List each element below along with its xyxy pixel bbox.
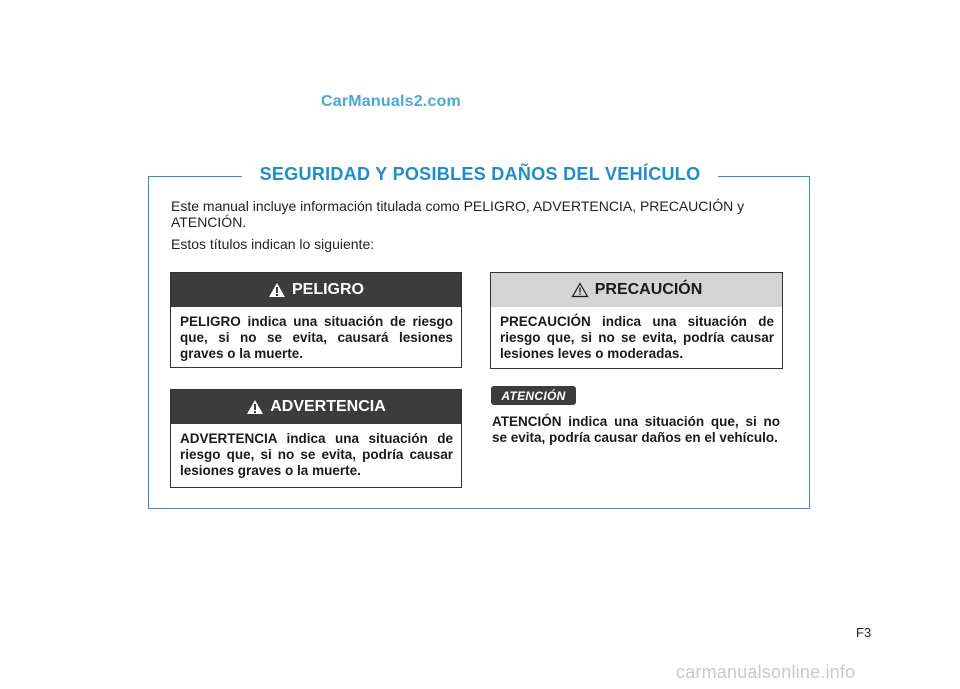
precaucion-box [490, 272, 783, 369]
watermark-top[interactable]: CarManuals2.com [321, 93, 461, 110]
advertencia-header [171, 390, 461, 424]
page-number: F3 [856, 625, 872, 640]
peligro-label: PELIGRO [291, 281, 364, 298]
advertencia-label: ADVERTENCIA [270, 398, 386, 415]
warning-triangle-icon [268, 282, 286, 298]
section-title: SEGURIDAD Y POSIBLES DAÑOS DEL VEHÍCULO [242, 164, 719, 185]
warning-triangle-icon [246, 399, 264, 415]
peligro-text: PELIGRO indica una situación de riesgo que, si no se evita, causará lesiones graves o la muerte. [180, 314, 453, 361]
peligro-header [171, 273, 461, 307]
intro-line-2: Estos títulos indican lo siguiente: [171, 236, 375, 252]
peligro-box [170, 272, 462, 368]
atencion-badge: ATENCIÓN [491, 386, 576, 405]
warning-triangle-outline-icon [571, 282, 589, 298]
intro-line-1: Este manual incluye información titulada como PELIGRO, ADVERTENCIA, PRECAUCIÓN y ATENCIÓN. [171, 198, 745, 230]
precaucion-text: PRECAUCIÓN indica una situación de riesgo que, si no se evita, podría causar lesiones leves o moderadas. [500, 314, 774, 361]
precaucion-header [491, 273, 782, 307]
precaucion-label: PRECAUCIÓN [594, 281, 703, 298]
advertencia-text: ADVERTENCIA indica una situación de riesgo que, si no se evita, podría causar lesiones graves o la muerte. [180, 431, 453, 478]
section-title-wrap [0, 164, 960, 185]
advertencia-box [170, 389, 462, 488]
intro-text [171, 198, 791, 258]
watermark-bottom[interactable]: carmanualsonline.info [676, 662, 856, 682]
atencion-text: ATENCIÓN indica una situación que, si no se evita, podría causar daños en el vehículo. [492, 414, 780, 445]
